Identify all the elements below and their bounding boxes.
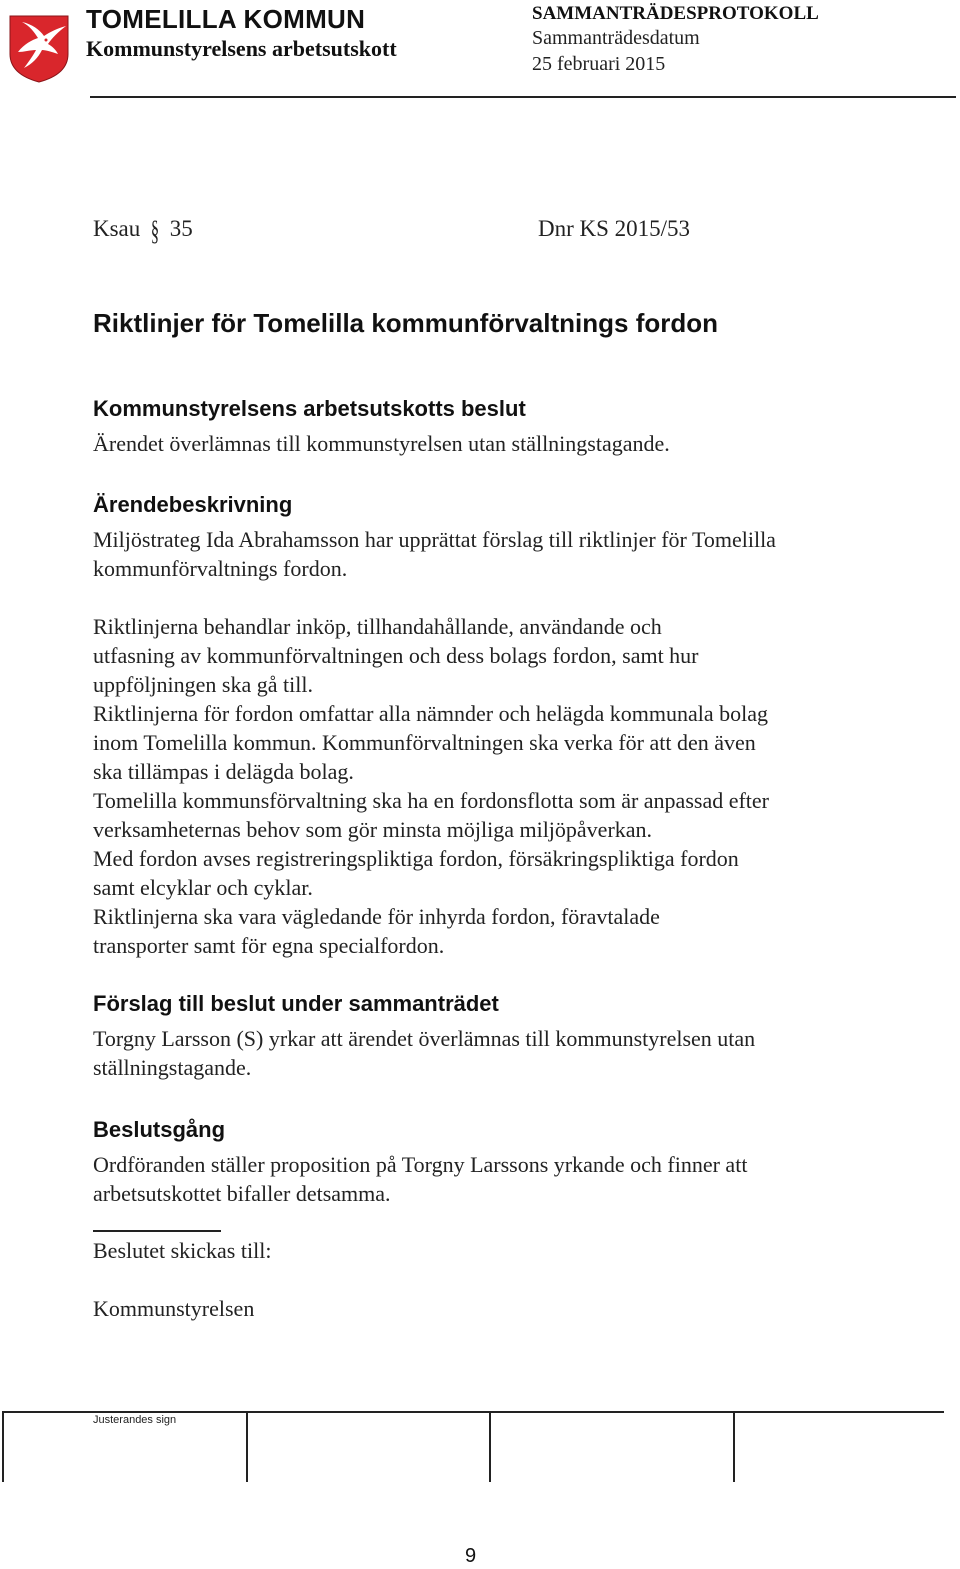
heading-decision-procedure: Beslutsgång — [93, 1117, 226, 1142]
text-line: Riktlinjerna behandlar inköp, tillhandahållande, användande och — [93, 614, 662, 639]
heading-decision: Kommunstyrelsens arbetsutskotts beslut — [93, 396, 526, 421]
date-label: Sammanträdesdatum — [532, 27, 700, 49]
case-description-paragraph-2 — [93, 612, 769, 960]
text-line: Ärendet överlämnas till kommunstyrelsen utan ställningstagande. — [93, 431, 670, 456]
proposal-text — [93, 1024, 755, 1082]
text-line: ställningstagande. — [93, 1055, 252, 1080]
distribution-divider — [93, 1230, 221, 1232]
text-line: transporter samt för egna specialfordon. — [93, 933, 445, 958]
text-line: kommunförvaltnings fordon. — [93, 556, 348, 581]
signature-box-divider — [246, 1411, 248, 1482]
text-line: Torgny Larsson (S) yrkar att ärendet överlämnas till kommunstyrelsen utan — [93, 1026, 756, 1051]
text-line: uppföljningen ska gå till. — [93, 672, 313, 697]
text-line: verksamheternas behov som gör minsta möjliga miljöpåverkan. — [93, 817, 653, 842]
committee-name: Kommunstyrelsens arbetsutskott — [86, 36, 397, 61]
distribution-label: Beslutet skickas till: — [93, 1238, 272, 1263]
text-line: Miljöstrateg Ida Abrahamsson har upprättat förslag till riktlinjer för Tomelilla — [93, 527, 776, 552]
section-reference — [93, 216, 193, 248]
page-title: Riktlinjer för Tomelilla kommunförvaltnings fordon — [93, 308, 719, 338]
header-divider — [90, 96, 956, 98]
signature-box-divider — [733, 1411, 735, 1482]
case-description-paragraph-1 — [93, 525, 776, 583]
section-symbol: § — [150, 216, 160, 247]
text-line: samt elcyklar och cyklar. — [93, 875, 313, 900]
text-line: Riktlinjerna ska vara vägledande för inhyrda fordon, föravtalade — [93, 904, 660, 929]
signature-table-top-border — [2, 1411, 944, 1413]
signature-box-divider — [2, 1411, 4, 1482]
text-line: Riktlinjerna för fordon omfattar alla nämnder och helägda kommunala bolag — [93, 701, 769, 726]
text-line: inom Tomelilla kommun. Kommunförvaltningen ska verka för att den även — [93, 730, 756, 755]
ksau-prefix: Ksau — [93, 216, 141, 241]
page-number: 9 — [465, 1545, 477, 1567]
decision-text — [93, 429, 670, 458]
heading-proposal: Förslag till beslut under sammanträdet — [93, 991, 499, 1016]
diary-number: Dnr KS 2015/53 — [538, 216, 691, 241]
protocol-title: SAMMANTRÄDESPROTOKOLL — [532, 3, 819, 24]
text-line: Med fordon avses registreringspliktiga fordon, försäkringspliktiga fordon — [93, 846, 739, 871]
coat-of-arms-icon — [8, 14, 70, 84]
decision-procedure-text — [93, 1150, 747, 1208]
date-value: 25 februari 2015 — [532, 53, 666, 75]
municipality-name: TOMELILLA KOMMUN — [86, 4, 366, 34]
text-line: Tomelilla kommunsförvaltning ska ha en fordonsflotta som är anpassad efter — [93, 788, 770, 813]
text-line: ska tillämpas i delägda bolag. — [93, 759, 354, 784]
signature-label: Justerandes sign — [93, 1414, 177, 1426]
signature-box-divider — [489, 1411, 491, 1482]
text-line: Ordföranden ställer proposition på Torgny Larssons yrkande och finner att — [93, 1152, 748, 1177]
distribution-recipient: Kommunstyrelsen — [93, 1296, 255, 1321]
text-line: utfasning av kommunförvaltningen och dess bolags fordon, samt hur — [93, 643, 699, 668]
ksau-number: 35 — [169, 216, 193, 241]
text-line: arbetsutskottet bifaller detsamma. — [93, 1181, 391, 1206]
heading-case-description: Ärendebeskrivning — [93, 492, 293, 517]
